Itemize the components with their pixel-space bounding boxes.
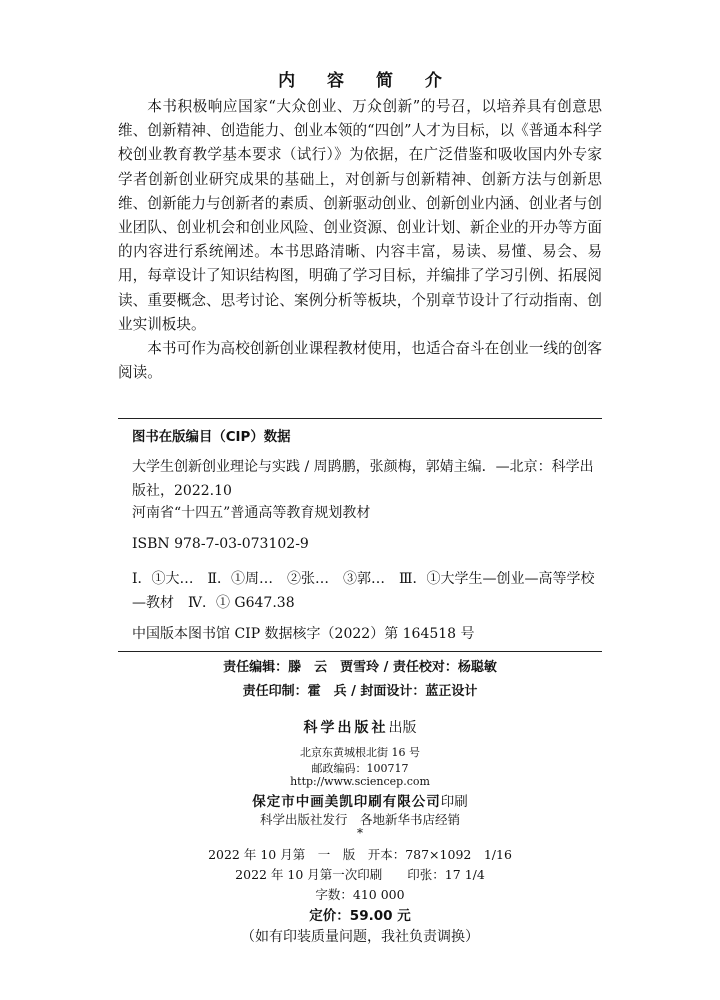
quality-notice: （如有印装质量问题，我社负责调换） [241, 929, 479, 945]
printer-brand: 保定市中画美凯印刷有限公司 [252, 794, 441, 810]
cip-title: 图书在版编目（CIP）数据 [132, 430, 291, 445]
summary-paragraph: 本书积极响应国家“大众创业、万众创新”的号召，以培养具有创意思维、创新精神、创造能力、创业本领的“四创”人才为目标，以《普通本科学校创业教育教学基本要求（试行）》为依据，在广泛借鉴和吸收国内外专家学者创新创业研究成果的基础上，对创新与创新精神、创新方法与创新思维、创新能力与创新者的素质、创新驱动创业、创新创业内涵、创业者与创业团队、创业机会和创业风险、创业资源、创业计划、新企业的开办等方面的内容进行系统阐述。本书思路清晰、内容丰富，易读、易懂、易会、易用，每章设计了知识结构图，明确了学习目标，并编排了学习引例、拓展阅读、重要概念、思考讨论、案例分析等板块，个别章节设计了行动指南、创业实训板块。 [118, 98, 602, 333]
credits-production: 责任印制：霍 兵 / 封面设计：蓝正设计 [242, 684, 478, 699]
cip-series: 河南省“十四五”普通高等教育规划教材 [132, 505, 371, 521]
edition-line: 2022 年 10 月第 一 版 开本：787×1092 1/16 [208, 847, 512, 862]
summary-heading: 内 容 简 介 [278, 71, 455, 91]
cip-top-rule [118, 418, 602, 419]
cip-record: 大学生创新创业理论与实践 / 周鹍鹏，张颜梅，郭婧主编．—北京：科学出版社，2022.10 [132, 459, 594, 499]
publisher-logo-text: 科学出版社 [303, 720, 389, 736]
printer-suffix: 印刷 [440, 794, 468, 810]
distribution-line: 科学出版社发行 各地新华书店经销 [259, 812, 460, 827]
publisher-website: http://www.sciencep.com [290, 775, 430, 788]
summary-body [118, 95, 602, 385]
printer-line [0, 790, 720, 810]
summary-paragraph: 本书可作为高校创新创业课程教材使用，也适合奋斗在创业一线的创客阅读。 [118, 340, 602, 382]
cip-bottom-rule [118, 651, 602, 652]
credits-editors: 责任编辑：滕 云 贾雪玲 / 责任校对：杨聪敏 [223, 660, 497, 675]
printing-line: 2022 年 10 月第一次印刷 印张：17 1/4 [235, 867, 485, 882]
publisher-line [0, 717, 720, 737]
publisher-postcode: 邮政编码：100717 [311, 762, 409, 775]
wordcount-line: 字数：410 000 [315, 887, 405, 902]
publisher-suffix: 出版 [388, 720, 417, 736]
separator-star: * [357, 826, 363, 840]
cip-isbn: ISBN 978-7-03-073102-9 [132, 536, 309, 552]
publisher-address: 北京东黄城根北街 16 号 [300, 746, 420, 759]
cip-verification: 中国版本图书馆 CIP 数据核字（2022）第 164518 号 [132, 626, 475, 642]
cip-classification: Ⅰ．①大… Ⅱ．①周… ②张… ③郭… Ⅲ．①大学生—创业—高等学校—教材 Ⅳ．① G647.38 [132, 571, 595, 611]
price-line: 定价：59.00 元 [309, 908, 411, 924]
